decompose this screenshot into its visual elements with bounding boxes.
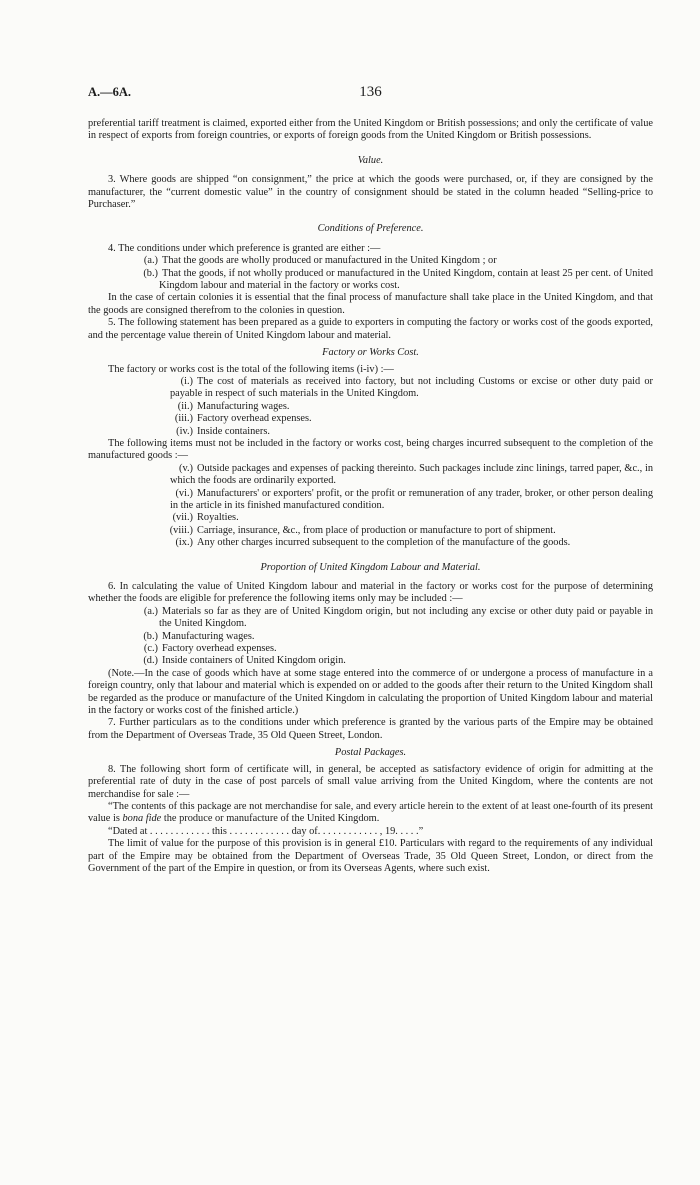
colonies-paragraph: In the case of certain colonies it is essential that the final process of manufacture shall take place in the United Kingdom, and that the goods are consigned therefrom to the colonies in question.	[88, 292, 653, 316]
excluded-item-v: (v.) Outside packages and expenses of packing thereinto. Such packages include zinc linings, tarred paper, &c., in which the foods are ordinarily exported.	[170, 462, 653, 487]
intro-paragraph: preferential tariff treatment is claimed, exported either from the United Kingdom or British possessions; and only the certificate of value in respect of exports from foreign countries, or exports of foreign goods from the United Kingdom or British possessions.	[88, 118, 653, 142]
excluded-item-viii: (viii.) Carriage, insurance, &c., from place of production or manufacture to port of shipment.	[169, 524, 556, 536]
included-item-iv: (iv.) Inside containers.	[176, 425, 270, 437]
certificate-quote: “The contents of this package are not merchandise for sale, and every article herein to the extent of at least one-fourth of its present value is bona fide the produce or manufacture of the United Kingdom.	[88, 800, 653, 825]
factory-cost-heading: Factory or Works Cost.	[322, 347, 419, 359]
document-reference: A.—6A.	[88, 85, 132, 99]
proportion-item-a: (a.) Materials so far as they are of United Kingdom origin, but not including any excise or other duty paid or payable in the United Kingdom.	[143, 605, 653, 630]
paragraph-7: 7. Further particulars as to the conditions under which preference is granted by the various parts of the Empire may be obtained from the Department of Overseas Trade, 35 Old Queen Street, London.	[88, 717, 653, 741]
excluded-item-vi: (vi.) Manufacturers' or exporters' profit, or the profit or remuneration of any trader, broker, or other person dealing in the article in its finished manufactured condition.	[170, 487, 653, 511]
postal-packages-heading: Postal Packages.	[334, 747, 407, 759]
paragraph-6: 6. In calculating the value of United Kingdom labour and material in the factory or works cost for the purpose of determining whether the foods are eligible for preference the following items only may be included :—	[88, 581, 653, 605]
excluded-item-ix: (ix.) Any other charges incurred subsequent to the completion of the manufacture of the goods.	[175, 537, 571, 549]
note-paragraph: (Note.—In the case of goods which have at some stage entered into the commerce of or undergone a process of manufacture in a foreign country, only that labour and material which is expended on or added to the goods after their return to the United Kingdom shall be regarded as the produce or manufacture of the United Kingdom in calculating the proportion of United Kingdom labour and material in the factory or works cost of the finished article.)	[88, 667, 653, 717]
proportion-item-d: (d.) Inside containers of United Kingdom origin.	[143, 655, 346, 667]
condition-item-b: (b.) That the goods, if not wholly produced or manufactured in the United Kingdom, contain at least 25 per cent. of United Kingdom labour and material in the factory or works cost.	[143, 267, 653, 292]
paragraph-3: 3. Where goods are shipped “on consignment,” the price at which the goods were purchased, or, if they are consigned by the manufacturer, the “current domestic value” in the country of consignment should be stated in the column headed “Selling-price to Purchaser.”	[88, 174, 653, 211]
paragraph-4: 4. The conditions under which preference is granted are either :—	[108, 242, 381, 254]
included-item-iii: (iii.) Factory overhead expenses.	[174, 413, 312, 425]
paragraph-5: 5. The following statement has been prepared as a guide to exporters in computing the factory or works cost of the goods exported, and the percentage value therein of United Kingdom labour and material.	[88, 317, 653, 341]
page-number: 136	[359, 84, 382, 100]
dated-line: “Dated at . . . . . . . . . . . . this . . . . . . . . . . . . day of. . . . . . . . . . . . , 19. . . . .”	[108, 825, 424, 837]
excluded-item-vii: (vii.) Royalties.	[172, 512, 239, 524]
condition-item-a: (a.) That the goods are wholly produced or manufactured in the United Kingdom ; or	[143, 255, 497, 267]
value-limit-paragraph: The limit of value for the purpose of this provision is in general £10. Particulars with regard to the requirements of any individual part of the Empire may be obtained from the Department of Overseas Trade, 35 Old Queen Street, London, or direct from the Government of the part of the Empire in question, or from its Overseas Agents, where such exist.	[88, 838, 653, 874]
page-header	[88, 86, 653, 104]
proportion-heading: Proportion of United Kingdom Labour and Material.	[260, 561, 481, 573]
document-body	[88, 118, 653, 875]
value-heading: Value.	[357, 154, 384, 166]
included-item-ii: (ii.) Manufacturing wages.	[177, 400, 290, 412]
proportion-item-b: (b.) Manufacturing wages.	[143, 630, 255, 642]
factory-cost-intro: The factory or works cost is the total of the following items (i-iv) :—	[108, 363, 394, 375]
conditions-heading: Conditions of Preference.	[317, 223, 424, 235]
proportion-item-c: (c.) Factory overhead expenses.	[143, 643, 277, 655]
paragraph-8: 8. The following short form of certificate will, in general, be accepted as satisfactory evidence of origin for admitting at the preferential rate of duty in the case of post parcels of small value arriving from the United Kingdom, where the contents are not merchandise for sale :—	[88, 763, 653, 800]
included-item-i: (i.) The cost of materials as received into factory, but not including Customs or excise or other duty paid or payable in respect of such materials in the United Kingdom.	[170, 375, 653, 400]
excluded-intro: The following items must not be included in the factory or works cost, being charges incurred subsequent to the completion of the manufactured goods :—	[88, 437, 653, 462]
